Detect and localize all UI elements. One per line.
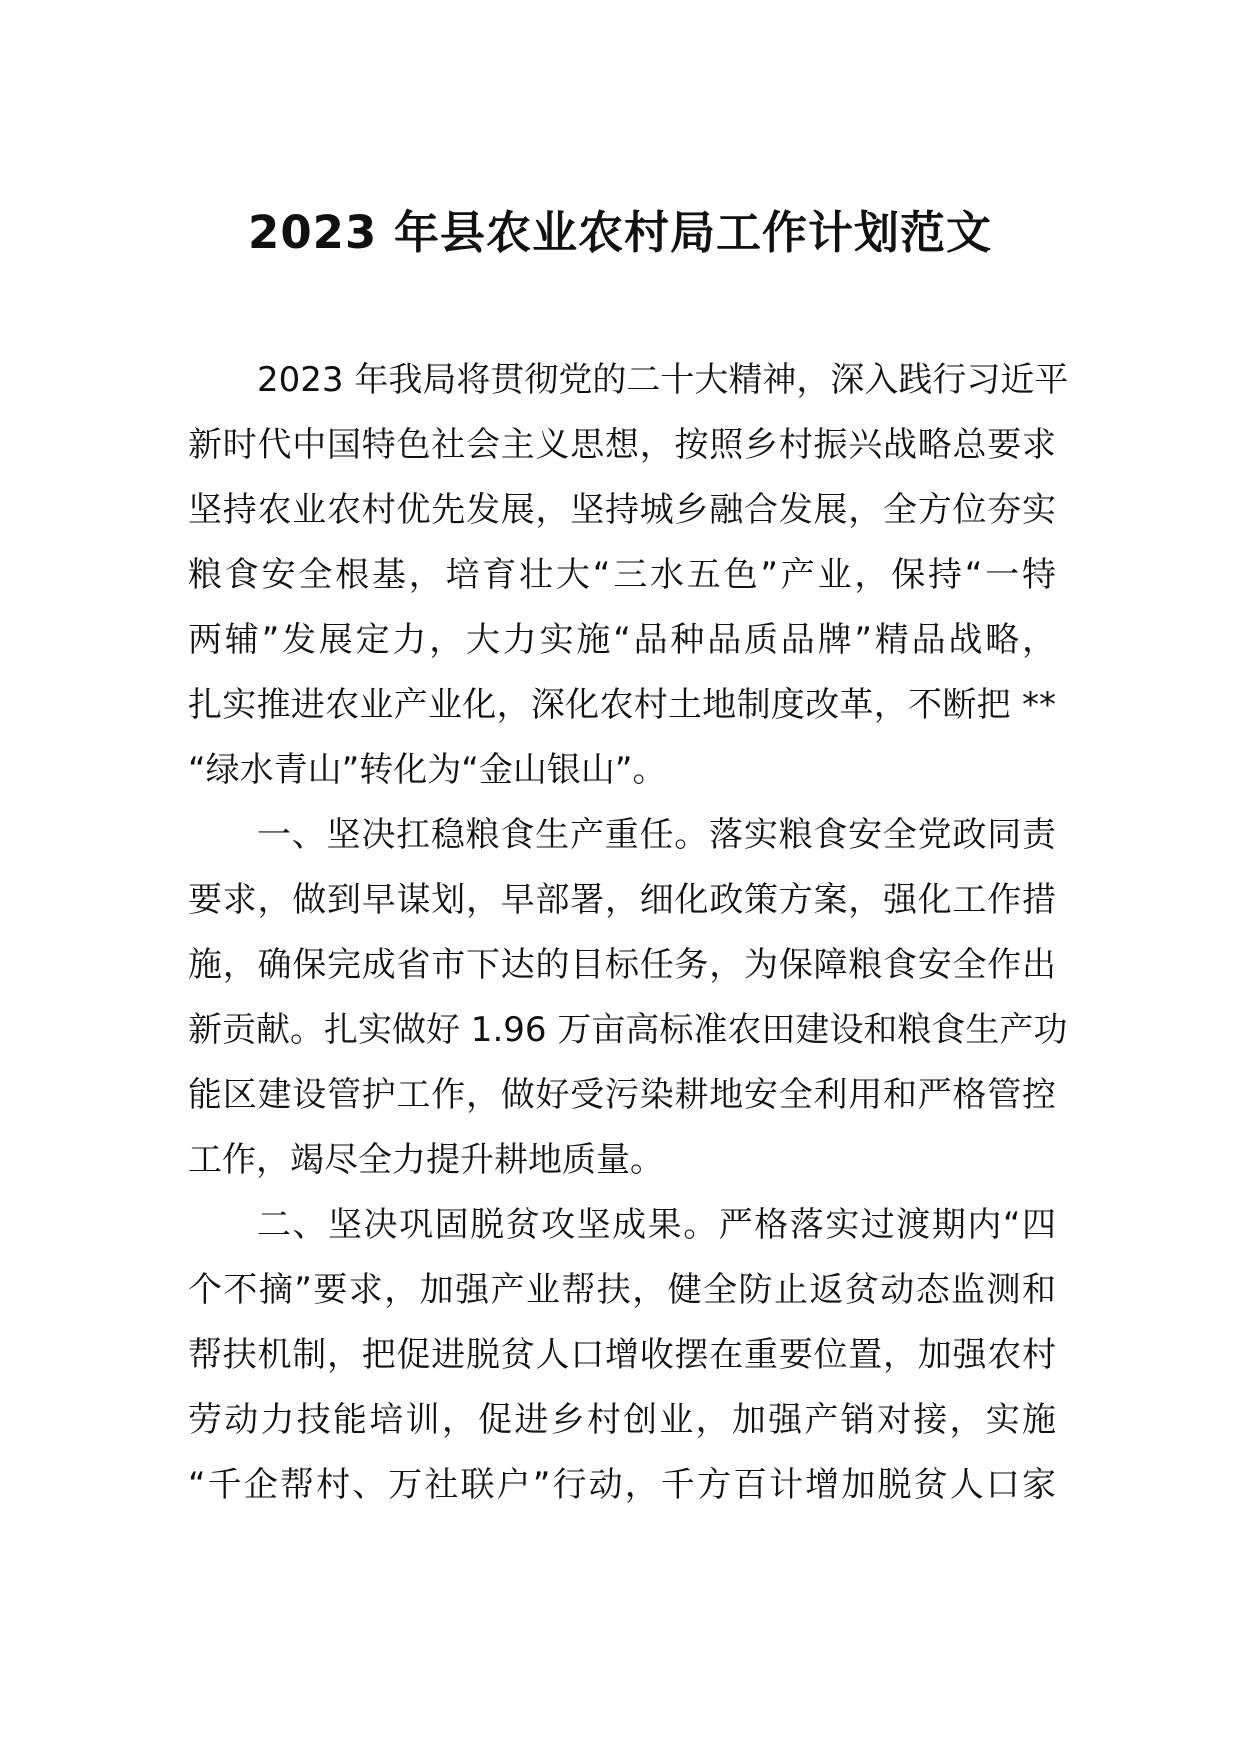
paragraph-line: 劳动力技能培训，促进乡村创业，加强产销对接，实施 — [188, 1400, 1056, 1440]
paragraph-line: 要求，做到早谋划，早部署，细化政策方案，强化工作措 — [188, 880, 1056, 920]
paragraph-line: 新贡献。扎实做好 1.96 万亩高标准农田建设和粮食生产功 — [188, 1010, 1068, 1050]
paragraph-line: 两辅”发展定力，大力实施“品种品质品牌”精品战略， — [188, 620, 1056, 660]
paragraph-line: 二、坚决巩固脱贫攻坚成果。严格落实过渡期内“四 — [257, 1205, 1056, 1245]
paragraph-line: 粮食安全根基，培育壮大“三水五色”产业，保持“一特 — [188, 555, 1056, 595]
paragraph-line: 一、坚决扛稳粮食生产重任。落实粮食安全党政同责 — [257, 815, 1056, 855]
document-title: 2023 年县农业农村局工作计划范文 — [248, 206, 992, 259]
paragraph-line: 工作，竭尽全力提升耕地质量。 — [188, 1140, 664, 1180]
paragraph-line: 坚持农业农村优先发展，坚持城乡融合发展，全方位夯实 — [188, 490, 1056, 530]
section-two-paragraph — [188, 1193, 1056, 1518]
paragraph-line: 2023 年我局将贯彻党的二十大精神，深入践行习近平 — [257, 360, 1069, 400]
paragraph-line: 个不摘”要求，加强产业帮扶，健全防止返贫动态监测和 — [188, 1270, 1056, 1310]
paragraph-line: “绿水青山”转化为“金山银山”。 — [188, 750, 667, 790]
paragraph-line: 扎实推进农业产业化，深化农村土地制度改革，不断把 ** — [188, 685, 1056, 725]
intro-paragraph — [188, 348, 1069, 803]
paragraph-line: 帮扶机制，把促进脱贫人口增收摆在重要位置，加强农村 — [188, 1335, 1056, 1375]
paragraph-line: 施，确保完成省市下达的目标任务，为保障粮食安全作出 — [188, 945, 1056, 985]
paragraph-line: 新时代中国特色社会主义思想，按照乡村振兴战略总要求 — [188, 425, 1056, 465]
paragraph-line: 能区建设管护工作，做好受污染耕地安全利用和严格管控 — [188, 1075, 1056, 1115]
section-one-paragraph — [188, 803, 1068, 1193]
paragraph-line: “千企帮村、万社联户”行动，千方百计增加脱贫人口家 — [188, 1465, 1056, 1505]
